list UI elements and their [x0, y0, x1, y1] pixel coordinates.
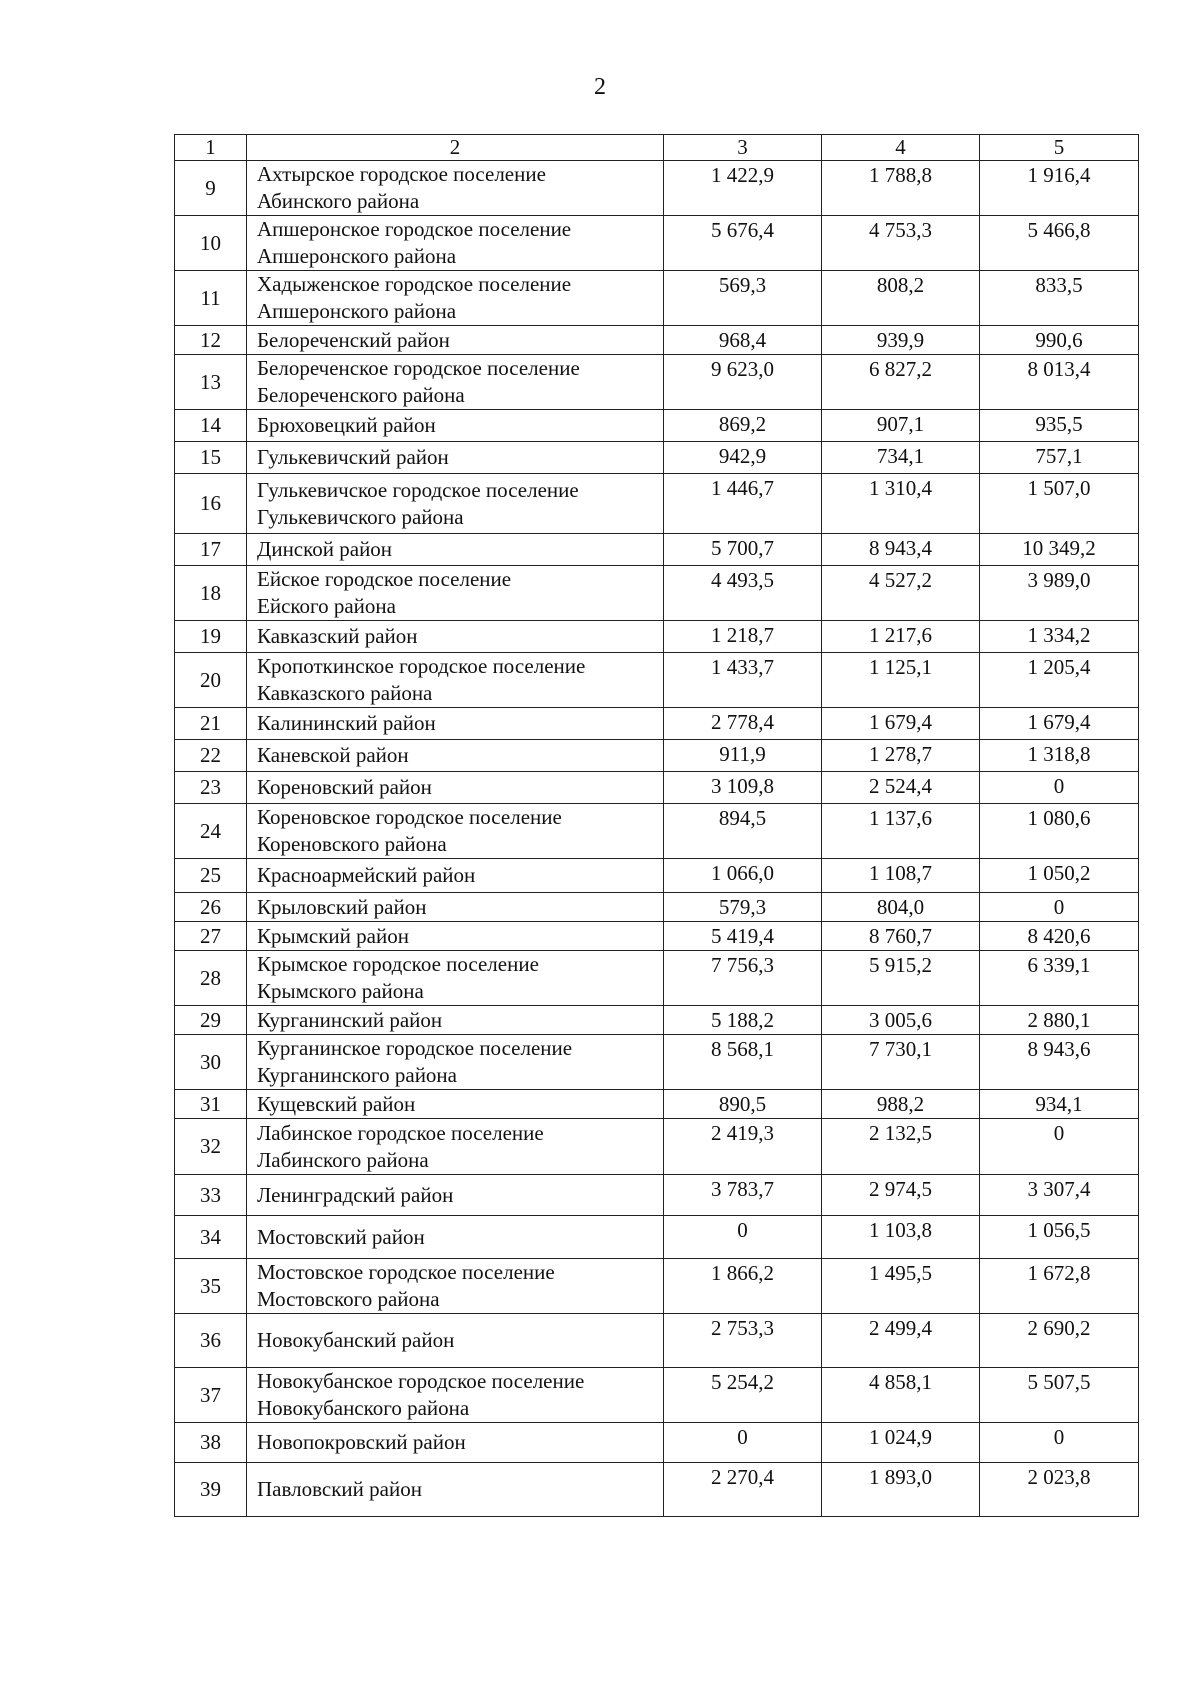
table-row — [175, 922, 1139, 951]
municipality-name-line: Ленинградский район — [257, 1182, 454, 1207]
table-row — [175, 708, 1139, 740]
row-number-cell: 9 — [175, 161, 247, 216]
row-number-cell: 28 — [175, 951, 247, 1006]
municipality-name-line: Брюховецкий район — [257, 413, 436, 437]
value-cell-col-3: 890,5 — [664, 1090, 822, 1119]
value-cell-col-3: 1 218,7 — [664, 621, 822, 653]
municipality-name-line: Кореновское городское поселение — [257, 805, 562, 829]
column-header-3: 3 — [664, 135, 822, 161]
value-cell-col-5: 8 943,6 — [980, 1035, 1139, 1090]
value-cell-col-3: 942,9 — [664, 442, 822, 474]
value-cell-col-5: 757,1 — [980, 442, 1139, 474]
value-cell-col-3: 3 783,7 — [664, 1175, 822, 1216]
municipality-name-line: Курганинское городское поселение — [257, 1036, 573, 1060]
municipality-name-cell — [247, 271, 664, 326]
value-cell-col-5: 1 507,0 — [980, 474, 1139, 534]
table-row — [175, 804, 1139, 859]
table-row — [175, 859, 1139, 893]
table-row — [175, 1368, 1139, 1423]
row-number-cell: 17 — [175, 534, 247, 566]
municipality-name-line: Крымского района — [257, 979, 424, 1003]
value-cell-col-4: 1 103,8 — [822, 1216, 980, 1259]
value-cell-col-3: 2 778,4 — [664, 708, 822, 740]
data-table — [174, 134, 1139, 1517]
value-cell-col-5: 1 056,5 — [980, 1216, 1139, 1259]
value-cell-col-5: 6 339,1 — [980, 951, 1139, 1006]
municipality-name-line: Новокубанский район — [257, 1328, 455, 1352]
municipality-name-line: Ейского района — [257, 594, 396, 618]
value-cell-col-3: 1 066,0 — [664, 859, 822, 893]
municipality-name-line: Мостовское городское поселение — [257, 1260, 555, 1284]
table-row — [175, 653, 1139, 708]
value-cell-col-3: 579,3 — [664, 893, 822, 922]
row-number-cell: 14 — [175, 410, 247, 442]
municipality-name-line: Белореченский район — [257, 327, 450, 352]
value-cell-col-3: 5 419,4 — [664, 922, 822, 951]
value-cell-col-5: 1 205,4 — [980, 653, 1139, 708]
value-cell-col-4: 1 788,8 — [822, 161, 980, 216]
municipality-name-line: Курганинский район — [257, 1007, 443, 1032]
value-cell-col-4: 1 893,0 — [822, 1463, 980, 1517]
municipality-name-cell — [247, 893, 664, 922]
table-row — [175, 893, 1139, 922]
municipality-name-cell — [247, 1368, 664, 1423]
value-cell-col-4: 4 527,2 — [822, 566, 980, 621]
municipality-name-line: Мостовского района — [257, 1287, 440, 1311]
row-number-cell: 19 — [175, 621, 247, 653]
municipality-name-cell — [247, 1259, 664, 1314]
municipality-name-line: Кавказский район — [257, 624, 418, 648]
municipality-name-line: Лабинское городское поселение — [257, 1120, 544, 1145]
value-cell-col-4: 7 730,1 — [822, 1035, 980, 1090]
value-cell-col-4: 1 278,7 — [822, 740, 980, 772]
value-cell-col-3: 1 866,2 — [664, 1259, 822, 1314]
table-row — [175, 216, 1139, 271]
header-row — [175, 135, 1139, 161]
table-row — [175, 1314, 1139, 1368]
value-cell-col-3: 5 254,2 — [664, 1368, 822, 1423]
value-cell-col-4: 3 005,6 — [822, 1006, 980, 1035]
municipality-name-line: Новокубанское городское поселение — [257, 1369, 585, 1393]
table-row — [175, 566, 1139, 621]
municipality-name-line: Крымский район — [257, 923, 409, 948]
value-cell-col-3: 3 109,8 — [664, 772, 822, 804]
municipality-name-line: Курганинского района — [257, 1063, 457, 1087]
municipality-name-cell — [247, 1463, 664, 1517]
table-row — [175, 1463, 1139, 1517]
value-cell-col-5: 0 — [980, 1119, 1139, 1175]
value-cell-col-4: 907,1 — [822, 410, 980, 442]
table-row — [175, 1175, 1139, 1216]
row-number-cell: 39 — [175, 1463, 247, 1517]
row-number-cell: 33 — [175, 1175, 247, 1216]
value-cell-col-3: 1 446,7 — [664, 474, 822, 534]
value-cell-col-4: 6 827,2 — [822, 355, 980, 410]
municipality-name-cell — [247, 216, 664, 271]
row-number-cell: 13 — [175, 355, 247, 410]
value-cell-col-3: 7 756,3 — [664, 951, 822, 1006]
value-cell-col-3: 2 270,4 — [664, 1463, 822, 1517]
table-body — [175, 161, 1139, 1517]
value-cell-col-5: 934,1 — [980, 1090, 1139, 1119]
table-row — [175, 1090, 1139, 1119]
municipality-name-line: Кущевский район — [257, 1091, 416, 1116]
municipality-name-line: Апшеронского района — [257, 244, 457, 268]
municipality-name-line: Кавказского района — [257, 681, 433, 705]
municipality-name-line: Апшеронского района — [257, 299, 457, 323]
table-row — [175, 1259, 1139, 1314]
municipality-name-cell — [247, 1090, 664, 1119]
value-cell-col-5: 1 916,4 — [980, 161, 1139, 216]
municipality-name-line: Новопокровский район — [257, 1430, 466, 1454]
value-cell-col-3: 569,3 — [664, 271, 822, 326]
municipality-name-cell — [247, 1216, 664, 1259]
table-row — [175, 271, 1139, 326]
value-cell-col-4: 1 217,6 — [822, 621, 980, 653]
table-row — [175, 1035, 1139, 1090]
value-cell-col-4: 8 943,4 — [822, 534, 980, 566]
table-row — [175, 1006, 1139, 1035]
value-cell-col-5: 1 318,8 — [980, 740, 1139, 772]
municipality-name-cell — [247, 161, 664, 216]
value-cell-col-3: 0 — [664, 1423, 822, 1463]
row-number-cell: 26 — [175, 893, 247, 922]
value-cell-col-3: 911,9 — [664, 740, 822, 772]
municipality-name-line: Ейское городское поселение — [257, 567, 512, 591]
value-cell-col-5: 10 349,2 — [980, 534, 1139, 566]
row-number-cell: 31 — [175, 1090, 247, 1119]
municipality-name-cell — [247, 621, 664, 653]
municipality-name-line: Гулькевичский район — [257, 445, 449, 469]
municipality-name-line: Хадыженское городское поселение — [257, 272, 572, 296]
municipality-name-cell — [247, 355, 664, 410]
table-row — [175, 621, 1139, 653]
page-number: 2 — [594, 74, 606, 100]
value-cell-col-4: 8 760,7 — [822, 922, 980, 951]
table-row — [175, 355, 1139, 410]
municipality-name-line: Гулькевичское городское поселение — [257, 477, 579, 502]
municipality-name-cell — [247, 1423, 664, 1463]
municipality-name-line: Кореновского района — [257, 832, 447, 856]
value-cell-col-5: 935,5 — [980, 410, 1139, 442]
row-number-cell: 10 — [175, 216, 247, 271]
value-cell-col-3: 0 — [664, 1216, 822, 1259]
municipality-name-line: Каневской район — [257, 743, 409, 767]
row-number-cell: 16 — [175, 474, 247, 534]
municipality-name-line: Крымское городское поселение — [257, 952, 539, 976]
municipality-name-line: Лабинского района — [257, 1147, 429, 1172]
row-number-cell: 20 — [175, 653, 247, 708]
table-row — [175, 740, 1139, 772]
municipality-name-cell — [247, 1119, 664, 1175]
table-row — [175, 474, 1139, 534]
table-row — [175, 772, 1139, 804]
table-row — [175, 442, 1139, 474]
value-cell-col-5: 1 080,6 — [980, 804, 1139, 859]
column-header-1: 1 — [175, 135, 247, 161]
value-cell-col-5: 1 050,2 — [980, 859, 1139, 893]
row-number-cell: 29 — [175, 1006, 247, 1035]
municipality-name-line: Мостовский район — [257, 1224, 425, 1249]
column-header-2: 2 — [247, 135, 664, 161]
row-number-cell: 24 — [175, 804, 247, 859]
value-cell-col-5: 0 — [980, 1423, 1139, 1463]
value-cell-col-3: 8 568,1 — [664, 1035, 822, 1090]
row-number-cell: 35 — [175, 1259, 247, 1314]
municipality-name-line: Гулькевичского района — [257, 504, 464, 529]
row-number-cell: 21 — [175, 708, 247, 740]
value-cell-col-4: 1 108,7 — [822, 859, 980, 893]
value-cell-col-4: 988,2 — [822, 1090, 980, 1119]
row-number-cell: 27 — [175, 922, 247, 951]
municipality-name-cell — [247, 442, 664, 474]
table-row — [175, 161, 1139, 216]
municipality-name-cell — [247, 534, 664, 566]
value-cell-col-4: 4 858,1 — [822, 1368, 980, 1423]
value-cell-col-4: 1 679,4 — [822, 708, 980, 740]
value-cell-col-3: 5 700,7 — [664, 534, 822, 566]
row-number-cell: 38 — [175, 1423, 247, 1463]
municipality-name-cell — [247, 1006, 664, 1035]
table-row — [175, 326, 1139, 355]
municipality-name-cell — [247, 653, 664, 708]
municipality-name-line: Крыловский район — [257, 894, 427, 919]
value-cell-col-4: 1 125,1 — [822, 653, 980, 708]
municipality-name-cell — [247, 772, 664, 804]
value-cell-col-5: 8 013,4 — [980, 355, 1139, 410]
value-cell-col-3: 894,5 — [664, 804, 822, 859]
row-number-cell: 22 — [175, 740, 247, 772]
value-cell-col-4: 2 132,5 — [822, 1119, 980, 1175]
value-cell-col-3: 9 623,0 — [664, 355, 822, 410]
value-cell-col-5: 1 679,4 — [980, 708, 1139, 740]
row-number-cell: 32 — [175, 1119, 247, 1175]
municipality-name-cell — [247, 326, 664, 355]
municipality-name-cell — [247, 474, 664, 534]
municipality-name-cell — [247, 951, 664, 1006]
municipality-name-cell — [247, 1314, 664, 1368]
row-number-cell: 34 — [175, 1216, 247, 1259]
municipality-name-cell — [247, 410, 664, 442]
municipality-name-line: Кропоткинское городское поселение — [257, 654, 586, 678]
municipality-name-line: Апшеронское городское поселение — [257, 217, 572, 241]
row-number-cell: 11 — [175, 271, 247, 326]
value-cell-col-5: 2 690,2 — [980, 1314, 1139, 1368]
column-header-5: 5 — [980, 135, 1139, 161]
municipality-name-cell — [247, 1175, 664, 1216]
value-cell-col-4: 1 024,9 — [822, 1423, 980, 1463]
table-row — [175, 951, 1139, 1006]
municipality-name-line: Павловский район — [257, 1477, 422, 1501]
value-cell-col-4: 1 495,5 — [822, 1259, 980, 1314]
value-cell-col-4: 4 753,3 — [822, 216, 980, 271]
value-cell-col-4: 804,0 — [822, 893, 980, 922]
value-cell-col-3: 869,2 — [664, 410, 822, 442]
row-number-cell: 37 — [175, 1368, 247, 1423]
value-cell-col-3: 1 433,7 — [664, 653, 822, 708]
row-number-cell: 36 — [175, 1314, 247, 1368]
municipality-name-line: Кореновский район — [257, 775, 432, 799]
municipality-name-cell — [247, 804, 664, 859]
row-number-cell: 25 — [175, 859, 247, 893]
municipality-name-line: Абинского района — [257, 189, 420, 213]
value-cell-col-4: 734,1 — [822, 442, 980, 474]
row-number-cell: 23 — [175, 772, 247, 804]
value-cell-col-5: 5 507,5 — [980, 1368, 1139, 1423]
value-cell-col-3: 1 422,9 — [664, 161, 822, 216]
municipality-name-cell — [247, 1035, 664, 1090]
value-cell-col-3: 5 188,2 — [664, 1006, 822, 1035]
value-cell-col-3: 2 419,3 — [664, 1119, 822, 1175]
row-number-cell: 18 — [175, 566, 247, 621]
value-cell-col-3: 4 493,5 — [664, 566, 822, 621]
table-row — [175, 410, 1139, 442]
value-cell-col-4: 1 137,6 — [822, 804, 980, 859]
municipality-name-line: Новокубанского района — [257, 1396, 470, 1420]
column-header-4: 4 — [822, 135, 980, 161]
value-cell-col-4: 2 974,5 — [822, 1175, 980, 1216]
value-cell-col-4: 2 524,4 — [822, 772, 980, 804]
municipality-name-cell — [247, 566, 664, 621]
municipality-name-line: Калининский район — [257, 711, 436, 735]
value-cell-col-5: 8 420,6 — [980, 922, 1139, 951]
table-row — [175, 1119, 1139, 1175]
value-cell-col-4: 939,9 — [822, 326, 980, 355]
value-cell-col-5: 0 — [980, 772, 1139, 804]
table-row — [175, 1216, 1139, 1259]
value-cell-col-5: 2 023,8 — [980, 1463, 1139, 1517]
value-cell-col-3: 968,4 — [664, 326, 822, 355]
value-cell-col-5: 5 466,8 — [980, 216, 1139, 271]
value-cell-col-3: 5 676,4 — [664, 216, 822, 271]
value-cell-col-5: 2 880,1 — [980, 1006, 1139, 1035]
municipality-name-cell — [247, 740, 664, 772]
value-cell-col-3: 2 753,3 — [664, 1314, 822, 1368]
municipality-name-line: Динской район — [257, 537, 393, 561]
municipality-name-cell — [247, 859, 664, 893]
value-cell-col-5: 3 307,4 — [980, 1175, 1139, 1216]
value-cell-col-5: 990,6 — [980, 326, 1139, 355]
value-cell-col-5: 0 — [980, 893, 1139, 922]
municipality-name-line: Белореченского района — [257, 383, 465, 407]
value-cell-col-4: 5 915,2 — [822, 951, 980, 1006]
row-number-cell: 12 — [175, 326, 247, 355]
value-cell-col-4: 808,2 — [822, 271, 980, 326]
municipality-name-line: Ахтырское городское поселение — [257, 162, 546, 186]
municipality-name-line: Красноармейский район — [257, 863, 476, 887]
value-cell-col-5: 833,5 — [980, 271, 1139, 326]
value-cell-col-5: 1 334,2 — [980, 621, 1139, 653]
table-row — [175, 534, 1139, 566]
row-number-cell: 15 — [175, 442, 247, 474]
value-cell-col-4: 1 310,4 — [822, 474, 980, 534]
municipality-name-cell — [247, 922, 664, 951]
municipality-name-cell — [247, 708, 664, 740]
municipality-name-line: Белореченское городское поселение — [257, 356, 580, 380]
table-row — [175, 1423, 1139, 1463]
row-number-cell: 30 — [175, 1035, 247, 1090]
value-cell-col-5: 1 672,8 — [980, 1259, 1139, 1314]
value-cell-col-5: 3 989,0 — [980, 566, 1139, 621]
value-cell-col-4: 2 499,4 — [822, 1314, 980, 1368]
